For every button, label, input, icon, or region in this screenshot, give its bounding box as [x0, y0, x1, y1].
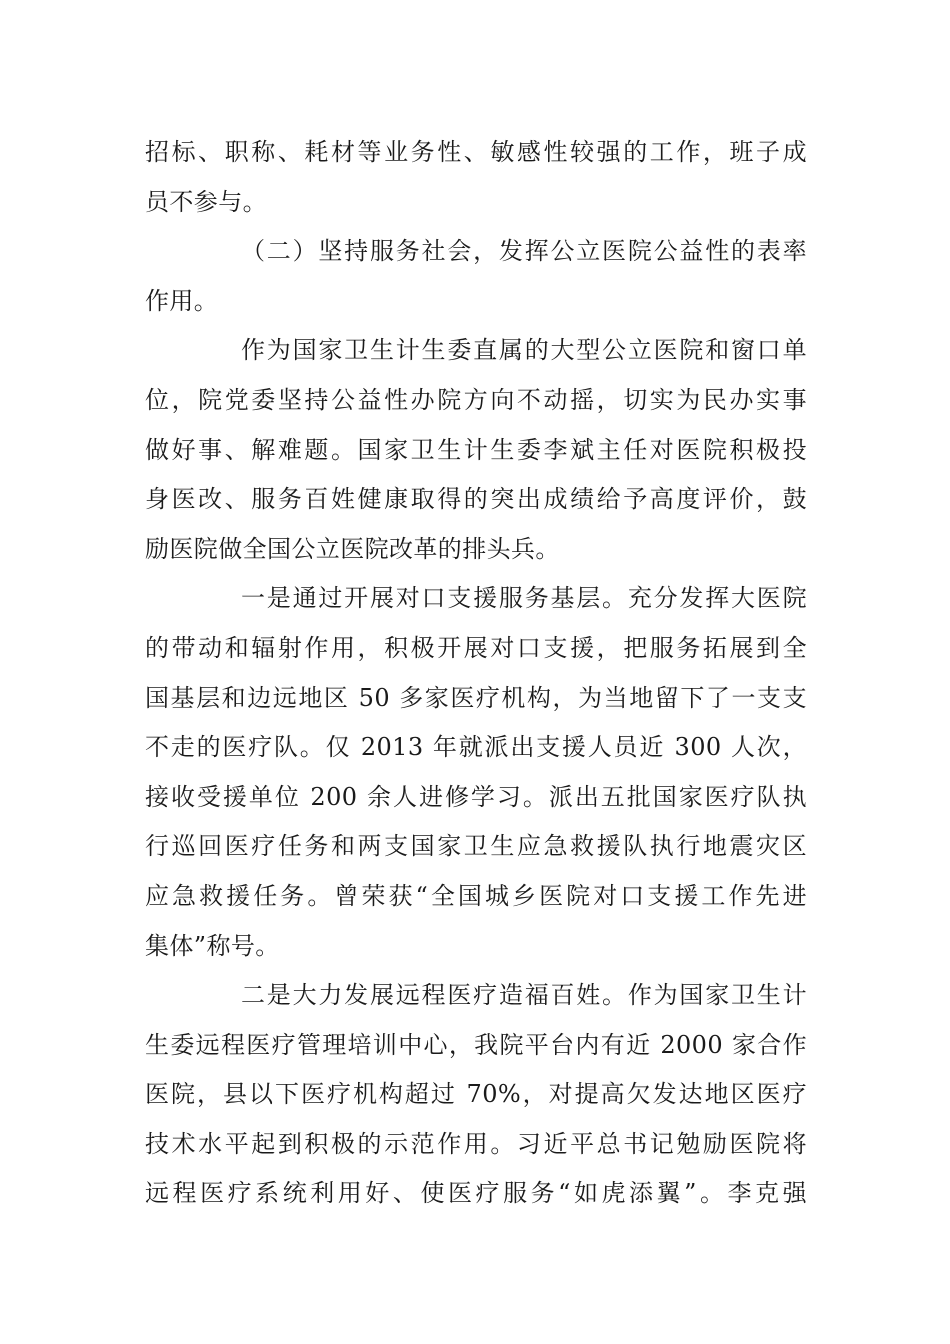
text-line: 做好事、解难题。国家卫生计生委李斌主任对医院积极投 [145, 435, 807, 464]
text-line: 医院，县以下医疗机构超过 70%，对提高欠发达地区医疗 [145, 1080, 807, 1109]
text-line: 位，院党委坚持公益性办院方向不动摇，切实为民办实事 [145, 385, 807, 414]
text-line: 员不参与。 [145, 187, 267, 216]
paragraph-1 [145, 128, 807, 227]
text-line: 行巡回医疗任务和两支国家卫生应急救援队执行地震灾区 [145, 832, 807, 861]
text-line: 的带动和辐射作用，积极开展对口支援，把服务拓展到全 [145, 633, 807, 662]
document-body [145, 128, 807, 1219]
text-line: 作用。 [145, 286, 219, 315]
text-line: 集体”称号。 [145, 931, 280, 960]
text-line: 生委远程医疗管理培训中心，我院平台内有近 2000 家合作 [145, 1030, 807, 1059]
text-line: 招标、职称、耗材等业务性、敏感性较强的工作，班子成 [145, 138, 807, 166]
text-line: 一是通过开展对口支援服务基层。充分发挥大医院 [241, 584, 807, 613]
text-line: 技术水平起到积极的示范作用。习近平总书记勉励医院将 [145, 1129, 807, 1158]
text-line: 身医改、服务百姓健康取得的突出成绩给予高度评价，鼓 [145, 485, 807, 514]
text-line: （二）坚持服务社会，发挥公立医院公益性的表率 [241, 237, 807, 266]
text-line: 作为国家卫生计生委直属的大型公立医院和窗口单 [241, 336, 807, 365]
text-line: 不走的医疗队。仅 2013 年就派出支援人员近 300 人次， [145, 733, 807, 762]
text-line: 接收受援单位 200 余人进修学习。派出五批国家医疗队执 [145, 782, 807, 811]
section-heading [145, 227, 807, 326]
text-line: 远程医疗系统利用好、使医疗服务“如虎添翼”。李克强 [145, 1179, 807, 1208]
paragraph-3 [145, 326, 807, 574]
text-line: 二是大力发展远程医疗造福百姓。作为国家卫生计 [241, 981, 807, 1010]
text-line: 励医院做全国公立医院改革的排头兵。 [145, 534, 560, 563]
paragraph-5 [145, 971, 807, 1219]
paragraph-4 [145, 574, 807, 971]
text-line: 应急救援任务。曾荣获“全国城乡医院对口支援工作先进 [145, 881, 807, 910]
text-line: 国基层和边远地区 50 多家医疗机构，为当地留下了一支支 [145, 683, 807, 712]
